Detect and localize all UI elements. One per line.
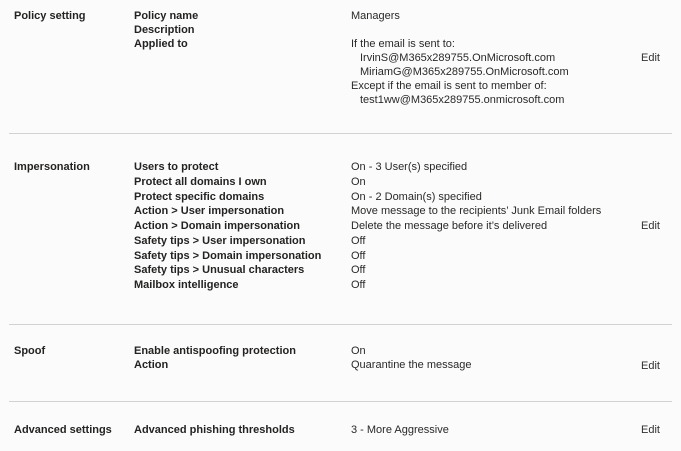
value-users-to-protect: On - 3 User(s) specified [351,161,468,173]
setting-name-protect-all-domains: Protect all domains I own [134,175,267,188]
setting-name-users-to-protect: Users to protect [134,161,219,173]
impersonation-names [134,160,351,293]
section-title-impersonation: Impersonation [14,161,90,173]
value-mailbox-intelligence: Off [351,279,366,291]
section-spoof [9,324,672,401]
impersonation-values [351,160,616,293]
value-protect-specific-domains: On - 2 Domain(s) specified [351,190,482,203]
value-safety-tips-unusual-characters: Off [351,264,366,277]
value-enable-antispoofing: On [351,344,366,357]
applied-to-recipient: MiriamG@M365x289755.OnMicrosoft.com [360,66,569,78]
applied-to-recipient: IrvinS@M365x289755.OnMicrosoft.com [360,52,556,64]
value-description [351,23,616,37]
spoof-edit-cell [616,359,672,373]
setting-name-spoof-action: Action [134,359,169,372]
advanced-settings-edit-cell [616,423,672,437]
value-safety-tips-user-impersonation: Off [351,234,366,247]
section-title-policy-setting: Policy setting [14,10,86,22]
value-advanced-phishing-thresholds: 3 - More Aggressive [351,423,449,436]
section-impersonation [9,133,672,324]
policy-setting-edit-cell [616,51,672,65]
policy-setting-names [134,9,351,51]
value-safety-tips-domain-impersonation: Off [351,249,366,262]
value-policy-name: Managers [351,10,400,22]
advanced-settings-names [134,423,351,437]
edit-impersonation-button[interactable]: Edit [641,220,660,233]
value-protect-all-domains: On [351,175,366,188]
setting-name-mailbox-intelligence: Mailbox intelligence [134,279,239,291]
policy-setting-values [351,9,616,107]
value-action-domain-impersonation: Delete the message before it’s delivered [351,220,548,232]
setting-name-applied-to: Applied to [134,38,188,50]
edit-advanced-settings-button[interactable]: Edit [641,423,660,436]
value-spoof-action: Quarantine the message [351,359,472,372]
value-action-user-impersonation: Move message to the recipients’ Junk Email folders [351,205,602,218]
edit-spoof-button[interactable]: Edit [641,359,660,372]
section-title-advanced-settings: Advanced settings [14,423,112,436]
applied-to-exception-condition: Except if the email is sent to member of: [351,80,547,92]
section-advanced-settings [9,401,672,450]
setting-name-protect-specific-domains: Protect specific domains [134,190,265,203]
setting-name-description: Description [134,24,195,36]
setting-name-action-user-impersonation: Action > User impersonation [134,205,285,218]
section-title-spoof: Spoof [14,344,46,357]
setting-name-policy-name: Policy name [134,10,199,22]
impersonation-edit-cell [616,219,672,233]
section-policy-setting [9,0,672,133]
advanced-settings-values [351,423,616,437]
setting-name-action-domain-impersonation: Action > Domain impersonation [134,220,300,232]
setting-name-safety-tips-user-impersonation: Safety tips > User impersonation [134,234,306,247]
value-applied-to-condition: If the email is sent to: [351,38,455,50]
edit-policy-setting-button[interactable]: Edit [641,52,660,64]
setting-name-advanced-phishing-thresholds: Advanced phishing thresholds [134,423,295,436]
spoof-names [134,344,351,373]
spoof-values [351,344,616,373]
setting-name-enable-antispoofing: Enable antispoofing protection [134,344,296,357]
setting-name-safety-tips-domain-impersonation: Safety tips > Domain impersonation [134,249,322,262]
setting-name-safety-tips-unusual-characters: Safety tips > Unusual characters [134,264,305,277]
applied-to-exception-group: test1ww@M365x289755.onmicrosoft.com [360,94,565,106]
